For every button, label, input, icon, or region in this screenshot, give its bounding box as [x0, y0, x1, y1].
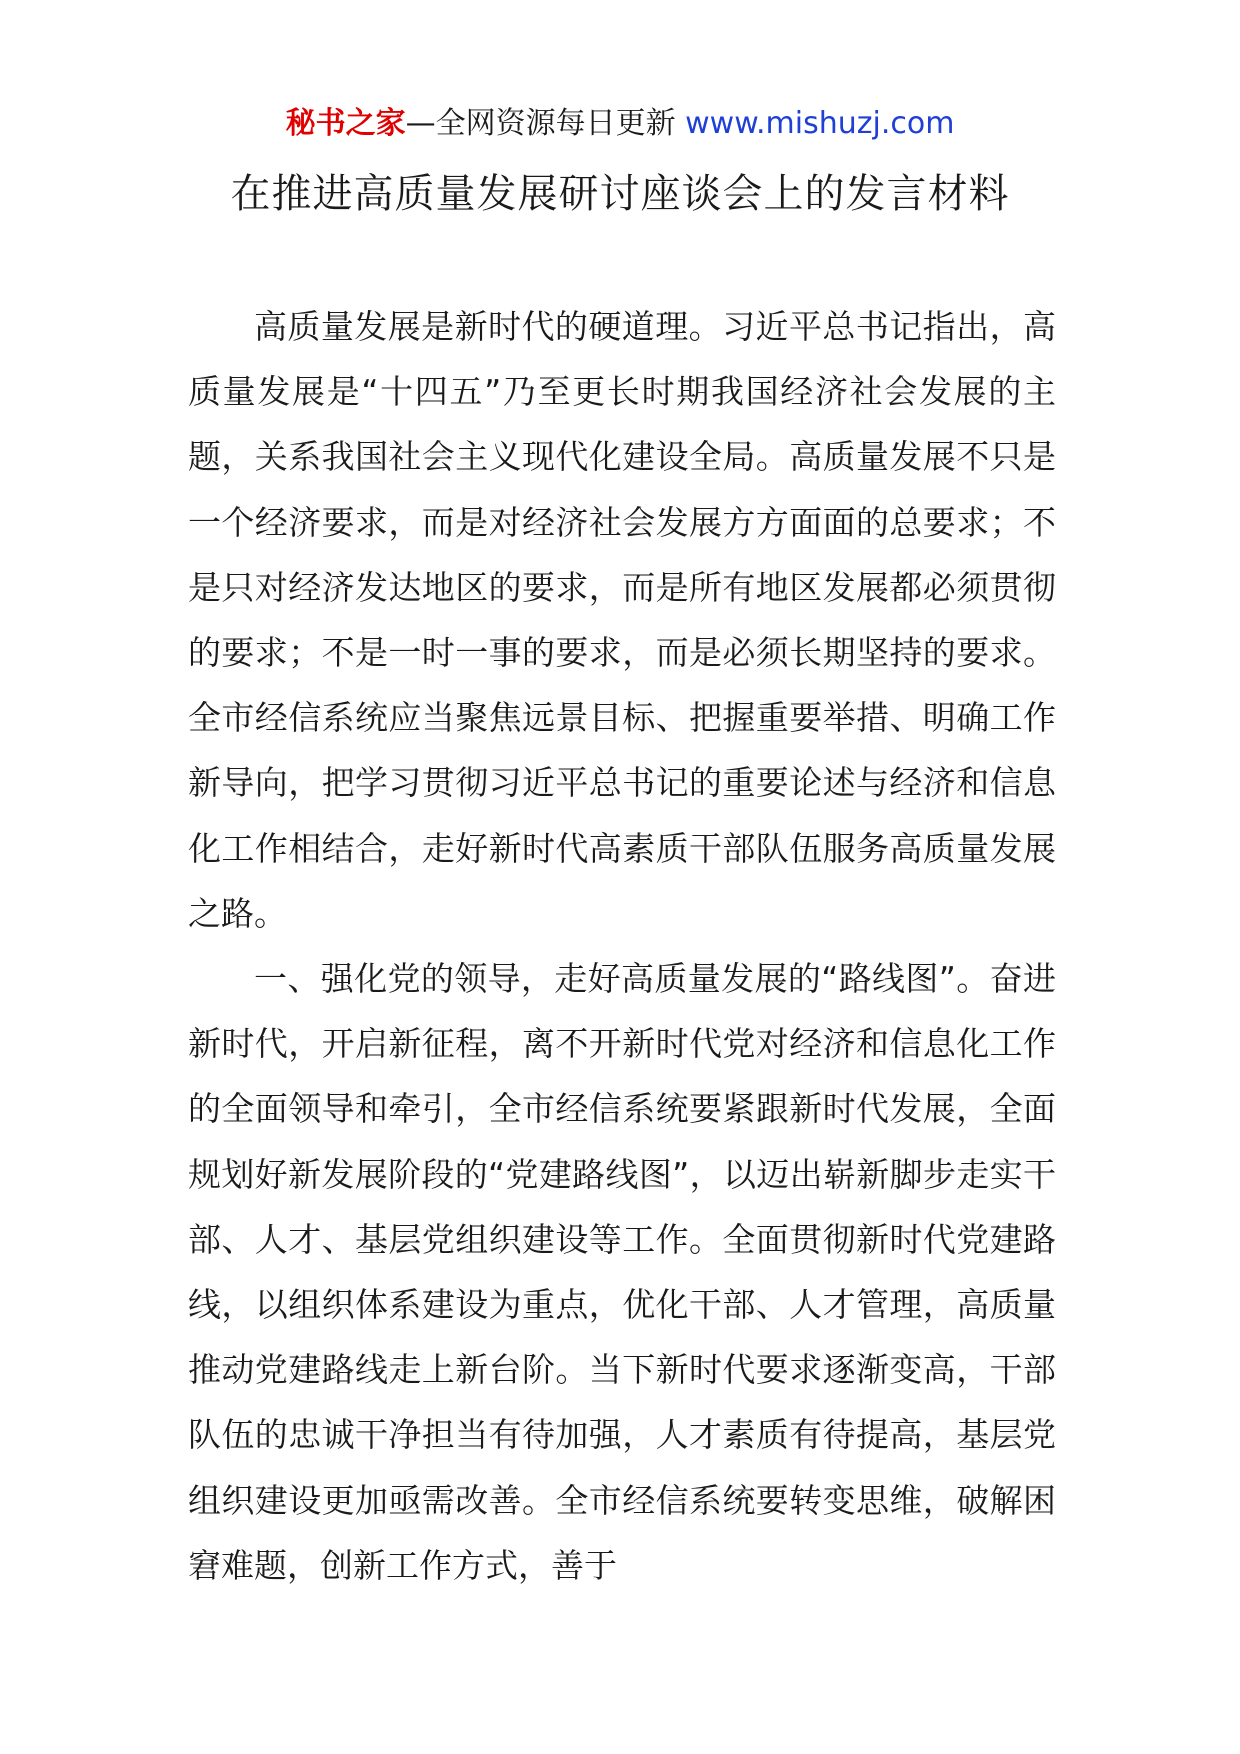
body-paragraph-section-one: [188, 946, 1056, 1598]
site-tagline: —全网资源每日更新: [405, 106, 686, 141]
section-heading: 一、强化党的领导，走好高质量发展的“路线图”。: [254, 959, 990, 999]
site-url-link[interactable]: www.mishuzj.com: [685, 106, 955, 141]
brand-name: 秘书之家: [285, 106, 406, 141]
document-body: [188, 294, 1056, 1598]
site-header: [0, 104, 1240, 144]
paragraph-text: 高质量发展是新时代的硬道理。习近平总书记指出，高质量发展是“十四五”乃至更长时期我国经济社会发展的主题，关系我国社会主义现代化建设全局。高质量发展不只是一个经济要求，而是对经济社会发展方方面面的总要求；不是只对经济发达地区的要求，而是所有地区发展都必须贯彻的要求；不是一时一事的要求，而是必须长期坚持的要求。全市经信系统应当聚焦远景目标、把握重要举措、明确工作新导向，把学习贯彻习近平总书记的重要论述与经济和信息化工作相结合，走好新时代高素质干部队伍服务高质量发展之路。: [188, 307, 1056, 933]
paragraph-text: 奋进新时代，开启新征程，离不开新时代党对经济和信息化工作的全面领导和牵引，全市经信系统要紧跟新时代发展，全面规划好新发展阶段的“党建路线图”，以迈出崭新脚步走实干部、人才、基层党组织建设等工作。全面贯彻新时代党建路线，以组织体系建设为重点，优化干部、人才管理，高质量推动党建路线走上新台阶。当下新时代要求逐渐变高，干部队伍的忠诚干净担当有待加强，人才素质有待提高，基层党组织建设更加亟需改善。全市经信系统要转变思维，破解困窘难题，创新工作方式，善于: [188, 959, 1056, 1585]
body-paragraph-intro: [188, 294, 1056, 946]
document-title: 在推进高质量发展研讨座谈会上的发言材料: [230, 171, 1010, 217]
